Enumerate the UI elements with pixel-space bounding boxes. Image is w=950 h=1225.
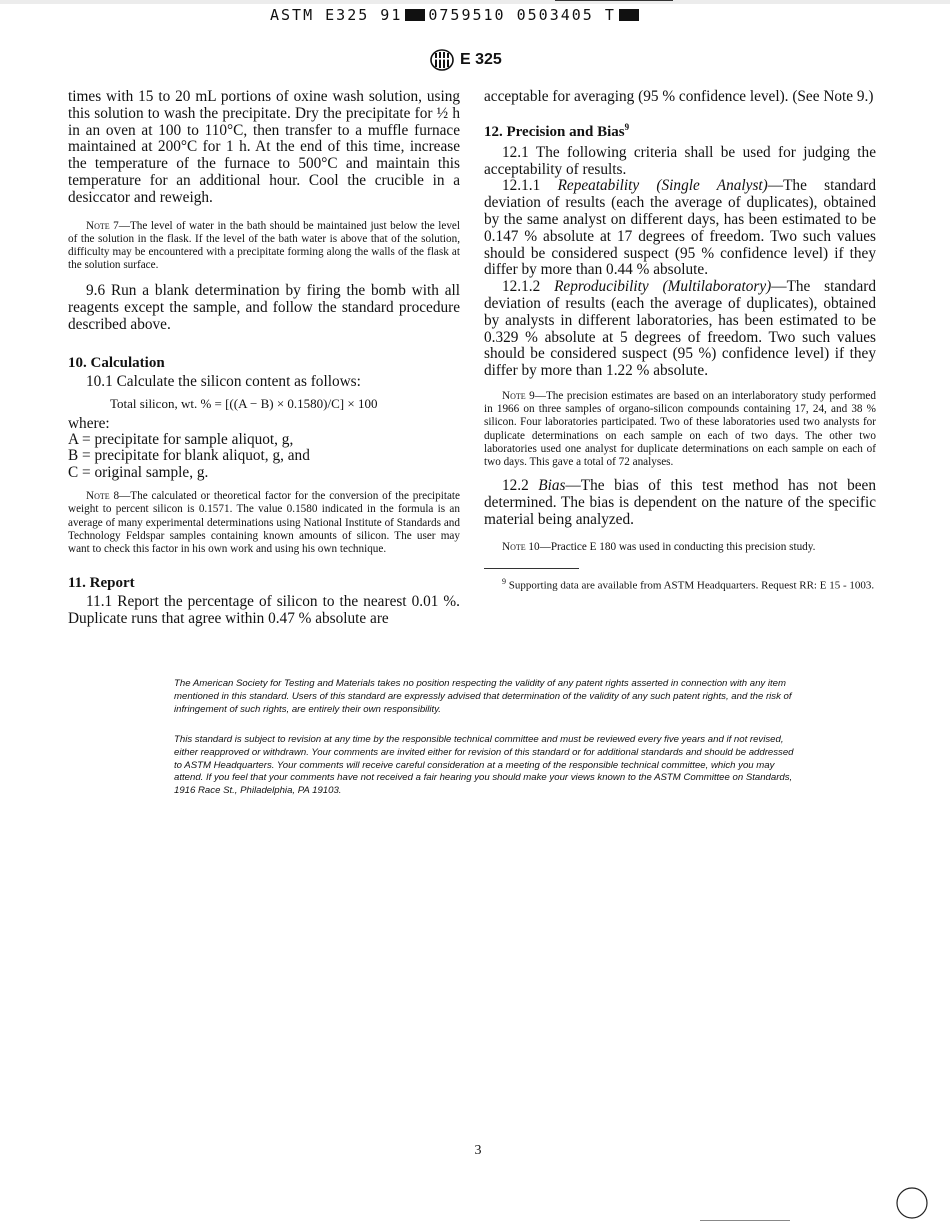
note-label: Note 7 — [86, 219, 119, 232]
revision-disclaimer: This standard is subject to revision at any time by the responsible technical committee and must be reviewed every five years and if not revised, either reapproved or withdrawn. Your comments are invited either for revision of this standard or for additional standards and should be addressed to ASTM Headquarters. Your comments will receive careful consideration at a meeting of the responsible technical committee, which you may attend. If you feel that your comments have not received a fair hearing you should make your views known to the ASTM Committee on Standards, 1916 Race St., Philadelphia, PA 19103. — [174, 734, 794, 797]
note-9 — [484, 390, 876, 469]
header-rule — [555, 0, 673, 1]
page-number: 3 — [474, 1143, 482, 1158]
note-10 — [484, 541, 876, 554]
right-column — [484, 89, 876, 592]
left-column — [68, 89, 460, 628]
silicon-formula: Total silicon, wt. % = [((A − B) × 0.1580)/C] × 100 — [110, 395, 378, 411]
punch-hole-circle — [894, 1185, 930, 1221]
note-label: Note 8 — [86, 490, 120, 503]
variable-c-definition: C = original sample, g. — [68, 463, 209, 481]
clause-text: —The bias of this test method has not been determined. The bias is dependent on the nature of the specific material being analyzed. — [484, 477, 876, 528]
note-label: Note 10 — [502, 540, 540, 553]
paragraph-12-2 — [484, 478, 876, 528]
note-8 — [68, 490, 460, 556]
where-label: where: — [68, 414, 110, 432]
clause-number: 12.1.2 — [502, 278, 555, 296]
note-label: Note 9 — [502, 389, 535, 402]
note-text: —The precision estimates are based on an interlaboratory study performed in 1966 on three samples of organo-silicon compounds containing 17, 24, and 38 % silicon. Four laboratories participated. Two of these laboratories used two analysts for duplicate determinations on each sample on each of two days. The other two laboratories used one analyst for duplicate determinations on each sample on each of two days. This gave a total of 72 analyses. — [484, 389, 876, 468]
document-code-header — [270, 6, 690, 24]
paragraph-12-1-2 — [484, 279, 876, 380]
clause-title: Repeatability (Single Analyst) — [557, 177, 768, 195]
variable-a-definition: A = precipitate for sample aliquot, g, — [68, 430, 294, 448]
note-text: —Practice E 180 was used in conducting this precision study. — [539, 540, 816, 553]
note-text: —The calculated or theoretical factor for the conversion of the precipitate weight to percent silicon is 0.1571. The value 0.1580 indicated in the formula is an average of many experimental determinations using National Institute of Standards and Technology Feldspar samples containing known amounts of silicon. The user may want to check this factor in his own work and using his own technique. — [68, 490, 460, 556]
note-text: —The level of water in the bath should be maintained just below the level of the solution in the flask. If the level of the bath water is above that of the solution, difficulty may be encountered with a precipitate forming along the walls of the flask at the solution surface. — [68, 219, 460, 272]
code-part-b: 0759510 0503405 T — [428, 6, 616, 24]
footnote-ref: 9 — [624, 121, 630, 132]
section-heading-report: 11. Report — [68, 575, 135, 592]
footnote-text: Supporting data are available from ASTM Headquarters. Request RR: E 15 - 1003. — [506, 579, 875, 592]
section-heading-calculation: 10. Calculation — [68, 354, 165, 371]
footnote-9 — [484, 576, 876, 592]
paragraph-11-1: 11.1 Report the percentage of silicon to the nearest 0.01 %. Duplicate runs that agree within 0.47 % absolute are — [68, 593, 460, 628]
clause-title: Reproducibility (Multilaboratory) — [554, 278, 772, 296]
code-part-a: ASTM E325 91 — [270, 6, 403, 24]
paragraph-12-1: 12.1 The following criteria shall be used for judging the acceptability of results. — [484, 143, 876, 178]
paragraph-11-1-continued: acceptable for averaging (95 % confidence level). (See Note 9.) — [484, 88, 874, 105]
clause-number: 12.1.1 — [502, 177, 558, 195]
clause-title: Bias — [538, 477, 566, 495]
section-heading-precision-bias — [484, 118, 876, 141]
astm-logo-icon — [430, 49, 454, 71]
paragraph-9-5-continued: times with 15 to 20 mL portions of oxine wash solution, using this solution to wash the precipitate. Dry the precipitate for ½ h in an oven at 100 to 110°C, then transfer to a muffle furnace maintained at 200°C for 1 h. At the end of this time, increase the temperature of the furnace to 500°C and maintain this temperature for an additional hour. Cool the crucible in a desiccator and reweigh. — [68, 88, 460, 206]
heading-text: 12. Precision and Bias — [484, 123, 625, 140]
patent-disclaimer: The American Society for Testing and Materials takes no position respecting the validity of any patent rights asserted in connection with any item mentioned in this standard. Users of this standard are expressly advised that determination of the validity of any such patent rights, and the risk of infringement of such rights, are entirely their own responsibility. — [174, 678, 792, 715]
scan-edge — [0, 0, 950, 4]
paragraph-12-1-1 — [484, 178, 876, 279]
note-7 — [68, 220, 460, 273]
variable-b-definition: B = precipitate for blank aliquot, g, and — [68, 447, 310, 465]
paragraph-10-1: 10.1 Calculate the silicon content as follows: — [86, 372, 361, 390]
paragraph-9-6: 9.6 Run a blank determination by firing the bomb with all reagents except the sample, and follow the standard procedure described above. — [68, 282, 460, 333]
clause-number: 12.2 — [502, 477, 539, 495]
footnote-mark: 9 — [502, 576, 506, 586]
scan-mark — [700, 1220, 790, 1221]
black-block — [405, 9, 425, 21]
clause-text: —The standard deviation of results (each the average of duplicates), obtained by analysts in different laboratories, has been estimated to be 0.329 % absolute at 5 degrees of freedom. Two such values should be considered suspect (95 %) confidence level) if they differ by more than 1.22 % absolute. — [484, 278, 876, 380]
designation-title: E 325 — [460, 51, 502, 68]
black-block — [619, 9, 639, 21]
document-title-block — [430, 49, 502, 71]
clause-text: —The standard deviation of results (each the average of duplicates), obtained by the same analyst on different days, has been estimated to be 0.147 % absolute at 17 degrees of freedom. Two such values should be considered suspect (95 % confidence level) if they differ by more than 0.44 % absolute. — [484, 177, 876, 279]
